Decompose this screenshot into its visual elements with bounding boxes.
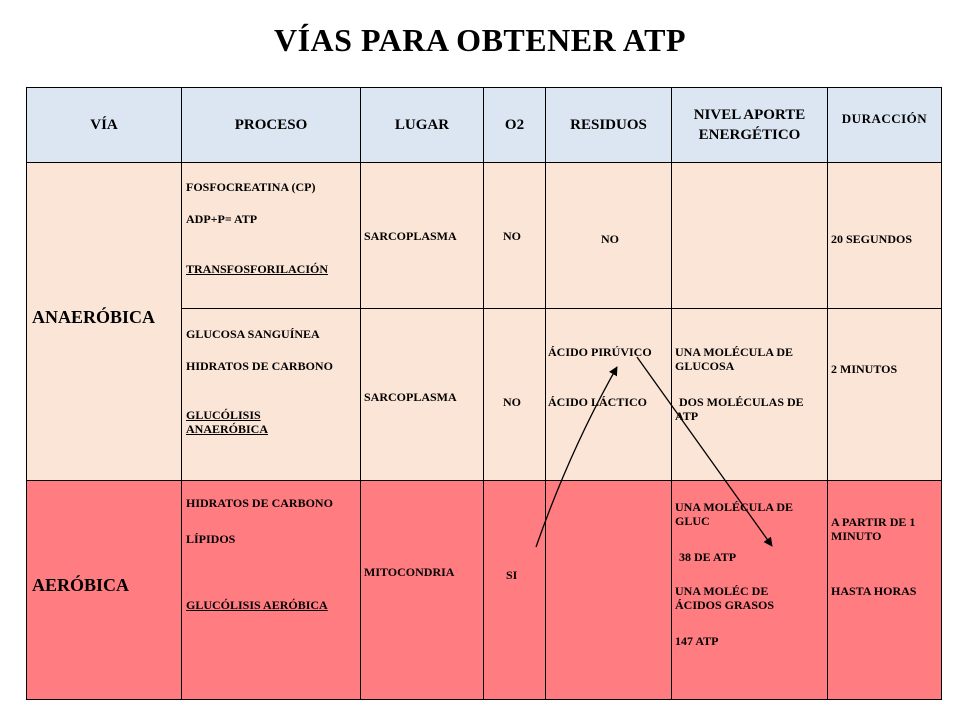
r2-proceso-1: GLUCOSA SANGUÍNEA (186, 327, 320, 341)
r3-duracion-1: A PARTIR DE 1 MINUTO (831, 515, 916, 543)
r2-lugar: SARCOPLASMA (364, 390, 457, 404)
r2-o2: NO (503, 395, 521, 409)
r1-o2: NO (503, 229, 521, 243)
r1-proceso-1: FOSFOCREATINA (CP) (186, 180, 316, 194)
r3-nivel-2: 38 DE ATP (679, 550, 737, 564)
r2-proceso-3: GLUCÓLISIS ANAERÓBICA (186, 408, 269, 436)
r3-proceso-3: GLUCÓLISIS AERÓBICA (186, 598, 328, 612)
r2-duracion-cell (827, 308, 942, 481)
header-proceso-label: PROCESO (234, 116, 308, 133)
r1-lugar: SARCOPLASMA (364, 229, 457, 243)
header-residuos-label: RESIDUOS (570, 116, 647, 133)
r2-residuos-2: ÁCIDO LÁCTICO (548, 395, 648, 409)
r1-proceso-2: ADP+P= ATP (186, 212, 258, 226)
header-duracion (827, 87, 942, 163)
header-proceso (181, 87, 361, 163)
r2-duracion: 2 MINUTOS (831, 362, 898, 376)
header-via-label: VÍA (90, 116, 118, 133)
r1-residuos: NO (601, 232, 619, 246)
r3-o2: SI (506, 568, 518, 582)
r3-nivel-3: UNA MOLÉC DE ÁCIDOS GRASOS (675, 584, 775, 612)
r3-o2-cell (483, 480, 546, 700)
r2-residuos-1: ÁCIDO PIRÚVICO (548, 345, 652, 359)
via-aerobica-label: AERÓBICA (32, 575, 130, 595)
header-lugar (360, 87, 484, 163)
r3-lugar: MITOCONDRIA (364, 565, 455, 579)
r3-proceso-1: HIDRATOS DE CARBONO (186, 496, 333, 510)
r3-proceso-cell (181, 480, 361, 700)
header-duracion-label: DURACCIÓN (841, 111, 928, 126)
r1-nivel-cell (671, 162, 828, 309)
r3-duracion-2: HASTA HORAS (831, 584, 917, 598)
r3-nivel-1: UNA MOLÉCULA DE GLUC (675, 500, 794, 528)
r1-duracion: 20 SEGUNDOS (831, 232, 913, 246)
header-nivel-label: NIVEL APORTE ENERGÉTICO (693, 106, 806, 143)
header-nivel (671, 87, 828, 163)
page-title: VÍAS PARA OBTENER ATP (273, 22, 687, 58)
header-residuos (545, 87, 672, 163)
r3-lugar-cell (360, 480, 484, 700)
via-anaerobica-label: ANAERÓBICA (32, 307, 156, 327)
header-o2 (483, 87, 546, 163)
header-o2-label: O2 (504, 116, 525, 133)
r1-proceso-3: TRANSFOSFORILACIÓN (186, 262, 329, 276)
r3-proceso-2: LÍPIDOS (186, 532, 236, 546)
header-lugar-label: LUGAR (394, 116, 450, 133)
r3-nivel-4: 147 ATP (675, 634, 719, 648)
r2-proceso-2: HIDRATOS DE CARBONO (186, 359, 333, 373)
r2-nivel-1: UNA MOLÉCULA DE GLUCOSA (675, 345, 794, 373)
header-via (26, 87, 182, 163)
r3-residuos-cell (545, 480, 672, 700)
r2-nivel-2: DOS MOLÉCULAS DE ATP (675, 395, 804, 423)
